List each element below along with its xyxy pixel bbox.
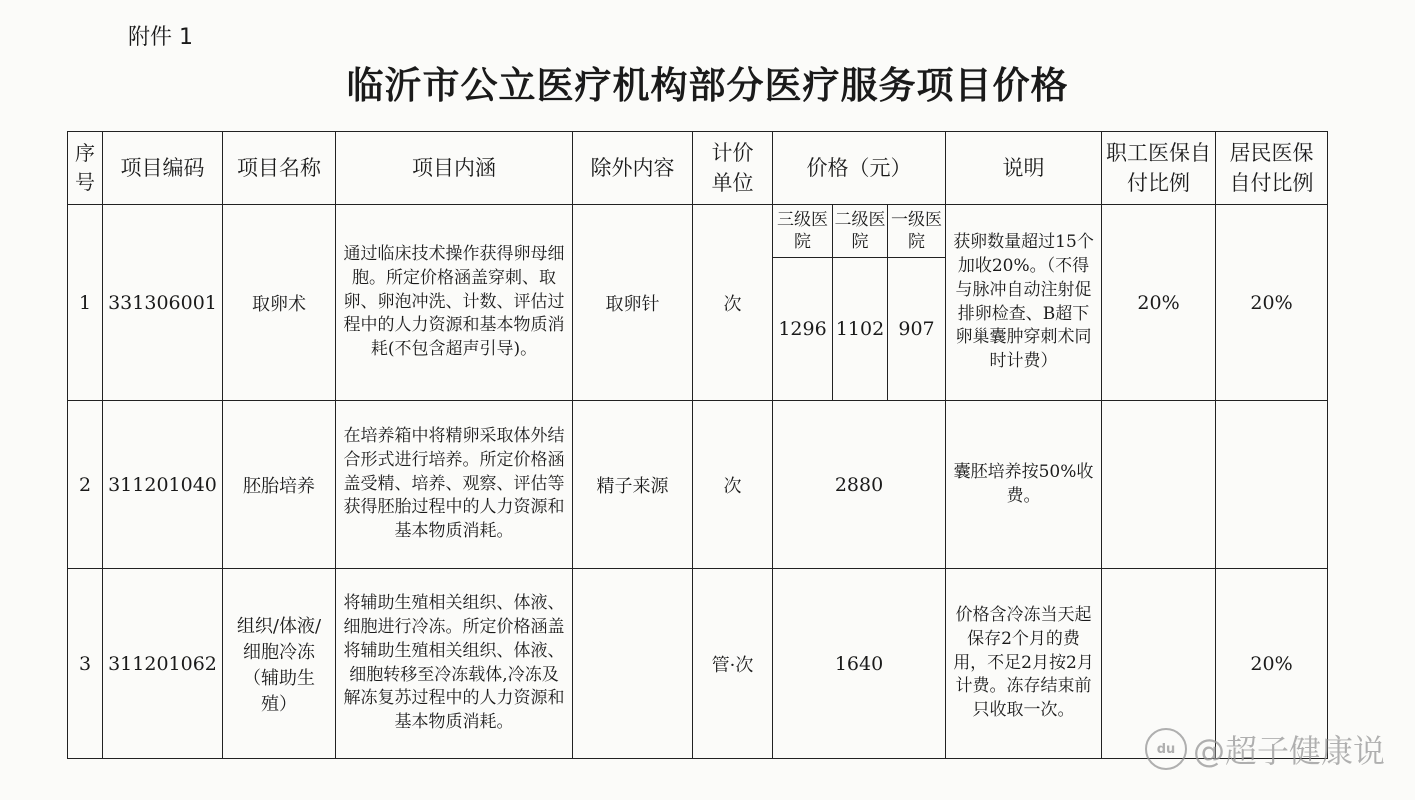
table-row	[68, 569, 1328, 759]
row-seq: 3	[68, 569, 103, 759]
row-name: 组织/体液/细胞冷冻（辅助生殖）	[223, 569, 336, 759]
row-code: 331306001	[103, 205, 223, 401]
row-excluded: 取卵针	[573, 205, 693, 401]
header-note: 说明	[946, 132, 1102, 205]
header-row	[68, 132, 1328, 205]
row-unit: 管·次	[693, 569, 773, 759]
table-row	[68, 205, 1328, 258]
row-seq: 1	[68, 205, 103, 401]
header-name: 项目名称	[223, 132, 336, 205]
row-employee-ratio: 20%	[1102, 205, 1216, 401]
row-price: 1640	[773, 569, 946, 759]
row-note: 获卵数量超过15个加收20%。（不得与脉冲自动注射促排卵检查、B超下卵巢囊肿穿刺术同时计费）	[946, 205, 1102, 401]
row-note: 囊胚培养按50%收费。	[946, 401, 1102, 569]
row-resident-ratio: 20%	[1216, 205, 1328, 401]
row-note: 价格含冷冻当天起保存2个月的费用，不足2月按2月计费。冻存结束前只收取一次。	[946, 569, 1102, 759]
row-content: 在培养箱中将精卵采取体外结合形式进行培养。所定价格涵盖受精、培养、观察、评估等获得胚胎过程中的人力资源和基本物质消耗。	[336, 401, 573, 569]
row-name: 胚胎培养	[223, 401, 336, 569]
price-level-3: 1296	[773, 258, 833, 401]
row-excluded: 精子来源	[573, 401, 693, 569]
header-price: 价格（元）	[773, 132, 946, 205]
row-name: 取卵术	[223, 205, 336, 401]
attachment-label: 附件 1	[128, 25, 193, 50]
watermark-text: @超子健康说	[1192, 732, 1385, 770]
row-code: 311201040	[103, 401, 223, 569]
page-title: 临沂市公立医疗机构部分医疗服务项目价格	[346, 64, 1069, 107]
row-unit: 次	[693, 205, 773, 401]
header-resident-ratio: 居民医保自付比例	[1216, 132, 1328, 205]
row-price: 2880	[773, 401, 946, 569]
watermark	[1145, 726, 1385, 772]
table-row	[68, 401, 1328, 569]
level-2-hospital: 二级医院	[833, 205, 888, 258]
row-resident-ratio: 20%	[1216, 569, 1328, 759]
price-table	[67, 131, 1328, 759]
price-level-2: 1102	[833, 258, 888, 401]
row-unit: 次	[693, 401, 773, 569]
level-3-hospital: 三级医院	[773, 205, 833, 258]
row-excluded	[573, 569, 693, 759]
header-unit: 计价单位	[693, 132, 773, 205]
row-resident-ratio	[1216, 401, 1328, 569]
level-1-hospital: 一级医院	[888, 205, 946, 258]
header-excluded: 除外内容	[573, 132, 693, 205]
row-code: 311201062	[103, 569, 223, 759]
row-seq: 2	[68, 401, 103, 569]
row-content: 将辅助生殖相关组织、体液、细胞进行冷冻。所定价格涵盖将辅助生殖相关组织、体液、细胞转移至冷冻载体,冷冻及解冻复苏过程中的人力资源和基本物质消耗。	[336, 569, 573, 759]
row-content: 通过临床技术操作获得卵母细胞。所定价格涵盖穿刺、取卵、卵泡冲洗、计数、评估过程中的人力资源和基本物质消耗(不包含超声引导)。	[336, 205, 573, 401]
price-level-1: 907	[888, 258, 946, 401]
watermark-logo-icon: du	[1145, 728, 1187, 770]
row-employee-ratio	[1102, 401, 1216, 569]
header-code: 项目编码	[103, 132, 223, 205]
header-seq: 序号	[68, 132, 103, 205]
header-content: 项目内涵	[336, 132, 573, 205]
header-employee-ratio: 职工医保自付比例	[1102, 132, 1216, 205]
